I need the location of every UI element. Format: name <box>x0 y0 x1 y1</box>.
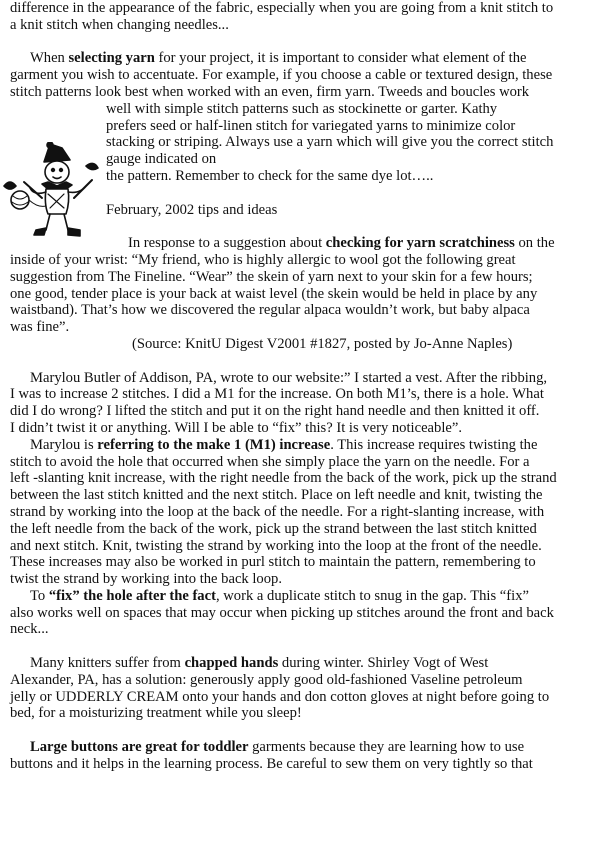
knitter-clipart-illustration <box>0 142 105 240</box>
text-line: a knit stitch when changing needles... <box>10 16 229 33</box>
text-line: twist the strand by working into the back loop. <box>10 571 282 588</box>
text-line: strand by working into the loop at the back of the needle. For a right-slanting increase, with <box>10 503 545 520</box>
text-line: I didn’t twist it or anything. Will I be able to “fix” this? It is very noticeable”. <box>10 419 462 436</box>
text-line: Large buttons are great for toddler garments because they are learning how to use <box>30 739 525 756</box>
text-line: These increases may also be worked in purl stitch to maintain the pattern, remembering to <box>10 554 536 571</box>
text-line: left -slanting knit increase, with the right needle from the back of the work, pick up the strand <box>10 470 557 487</box>
text-line: buttons and it helps in the learning process. Be careful to sew them on very tightly so that <box>10 755 533 772</box>
text-line: Alexander, PA, has a solution: generously apply good old-fashioned Vaseline petroleum <box>10 671 523 688</box>
text-line: the pattern. Remember to check for the same dye lot….. <box>106 167 434 184</box>
text-line: was fine”. <box>10 319 70 336</box>
document-page <box>10 0 610 773</box>
text-line: Marylou Butler of Addison, PA, wrote to our website:” I started a vest. After the ribbing, <box>30 369 548 386</box>
text-line: Many knitters suffer from chapped hands during winter. Shirley Vogt of West <box>30 655 489 672</box>
bold-phrase: Large buttons are great for toddler <box>30 739 249 756</box>
text-line: stacking or striping. Always use a yarn which will give you the correct stitch <box>106 134 554 151</box>
text-line: garment you wish to accentuate. For example, if you choose a cable or textured design, these <box>10 67 553 84</box>
text-line: bed, for a moisturizing treatment while you sleep! <box>10 705 302 722</box>
bold-phrase: selecting yarn <box>68 50 155 67</box>
bold-phrase: chapped hands <box>184 655 279 672</box>
text-line: Marylou is referring to the make 1 (M1) increase. This increase requires twisting the <box>30 436 538 453</box>
text-line: gauge indicated on <box>106 151 217 168</box>
text-line: and next stitch. Knit, twisting the strand by working into the loop at the front of the needle. <box>10 537 542 554</box>
source-citation: (Source: KnitU Digest V2001 #1827, posted by Jo-Anne Naples) <box>132 335 513 352</box>
text-line: jelly or UDDERLY CREAM onto your hands and don cotton gloves at night before going to <box>10 688 550 705</box>
dateline: February, 2002 tips and ideas <box>106 201 278 218</box>
text-line: did I do wrong? I lifted the stitch and put it on the right hand needle and then knitted it off. <box>10 403 540 420</box>
text-line: When selecting yarn for your project, it is important to consider what element of the <box>30 50 527 67</box>
text-line: I was to increase 2 stitches. I did a M1 for the increase. On both M1’s, there is a hole. What <box>10 386 544 403</box>
text-line: To “fix” the hole after the fact, work a duplicate stitch to snug in the gap. This “fix” <box>30 587 529 604</box>
text-line: between the last stitch knitted and the next stitch. Place on left needle and knit, twisting the <box>10 487 543 504</box>
text-line: waistband). That’s how we discovered the regular alpaca wouldn’t work, but baby alpaca <box>10 302 530 319</box>
text-line: neck... <box>10 621 49 638</box>
text-line: stitch to avoid the hole that occurred when she simply place the yarn on the needle. For a <box>10 453 530 470</box>
bold-phrase: “fix” the hole after the fact <box>48 587 216 604</box>
text-line: well with simple stitch patterns such as stockinette or garter. Kathy <box>106 100 498 117</box>
text-line: In response to a suggestion about checking for yarn scratchiness on the <box>128 235 555 252</box>
text-line: the left needle from the back of the work, pick up the strand between the last stitch knitted <box>10 520 537 537</box>
bold-phrase: checking for yarn scratchiness <box>325 235 515 252</box>
bold-phrase: referring to the make 1 (M1) increase <box>97 436 331 453</box>
text-line: stitch patterns look best when worked with an even, firm yarn. Tweeds and boucles work <box>10 83 530 100</box>
text-line: suggestion from The Fineline. “Wear” the skein of yarn next to your skin for a few hours; <box>10 268 533 285</box>
text-line: one good, tender place is your back at waist level (the skein would be held in place by any <box>10 285 538 302</box>
text-line: difference in the appearance of the fabric, especially when you are going from a knit stitch to <box>10 0 554 16</box>
text-line: also works well on spaces that may occur when picking up stitches around the front and back <box>10 604 554 621</box>
text-line: inside of your wrist: “My friend, who is highly allergic to wool got the following great <box>10 251 516 268</box>
text-line: prefers seed or half-linen stitch for variegated yarns to minimize color <box>106 117 516 134</box>
